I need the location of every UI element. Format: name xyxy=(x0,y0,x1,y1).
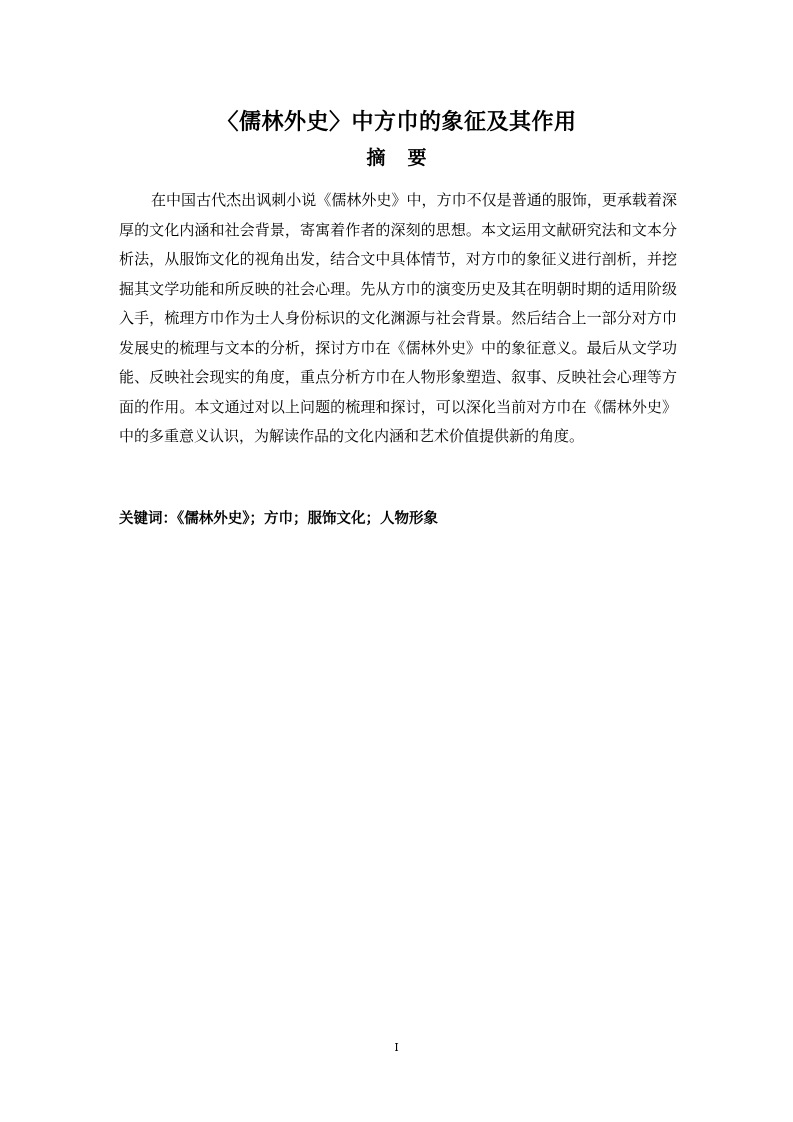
abstract-body: 在中国古代杰出讽刺小说《儒林外史》中，方巾不仅是普通的服饰，更承载着深厚的文化内涵和社会背景，寄寓着作者的深刻的思想。本文运用文献研究法和文本分析法，从服饰文化的视角出发，结合文中具体情节，对方巾的象征义进行剖析，并挖掘其文学功能和所反映的社会心理。先从方巾的演变历史及其在明朝时期的适用阶级入手，梳理方巾作为士人身份标识的文化渊源与社会背景。然后结合上一部分对方巾发展史的梳理与文本的分析，探讨方巾在《儒林外史》中的象征意义。最后从文学功能、反映社会现实的角度，重点分析方巾在人物形象塑造、叙事、反映社会心理等方面的作用。本文通过对以上问题的梳理和探讨，可以深化当前对方巾在《儒林外史》中的多重意义认识，为解读作品的文化内涵和艺术价值提供新的角度。 xyxy=(119,191,677,445)
keywords: 关键词：《儒林外史》；方巾；服饰文化；人物形象 xyxy=(119,511,438,527)
abstract-heading: 摘要 xyxy=(366,147,449,169)
document-title: 〈儒林外史〉中方巾的象征及其作用 xyxy=(216,109,577,135)
page-number: I xyxy=(394,1041,399,1054)
